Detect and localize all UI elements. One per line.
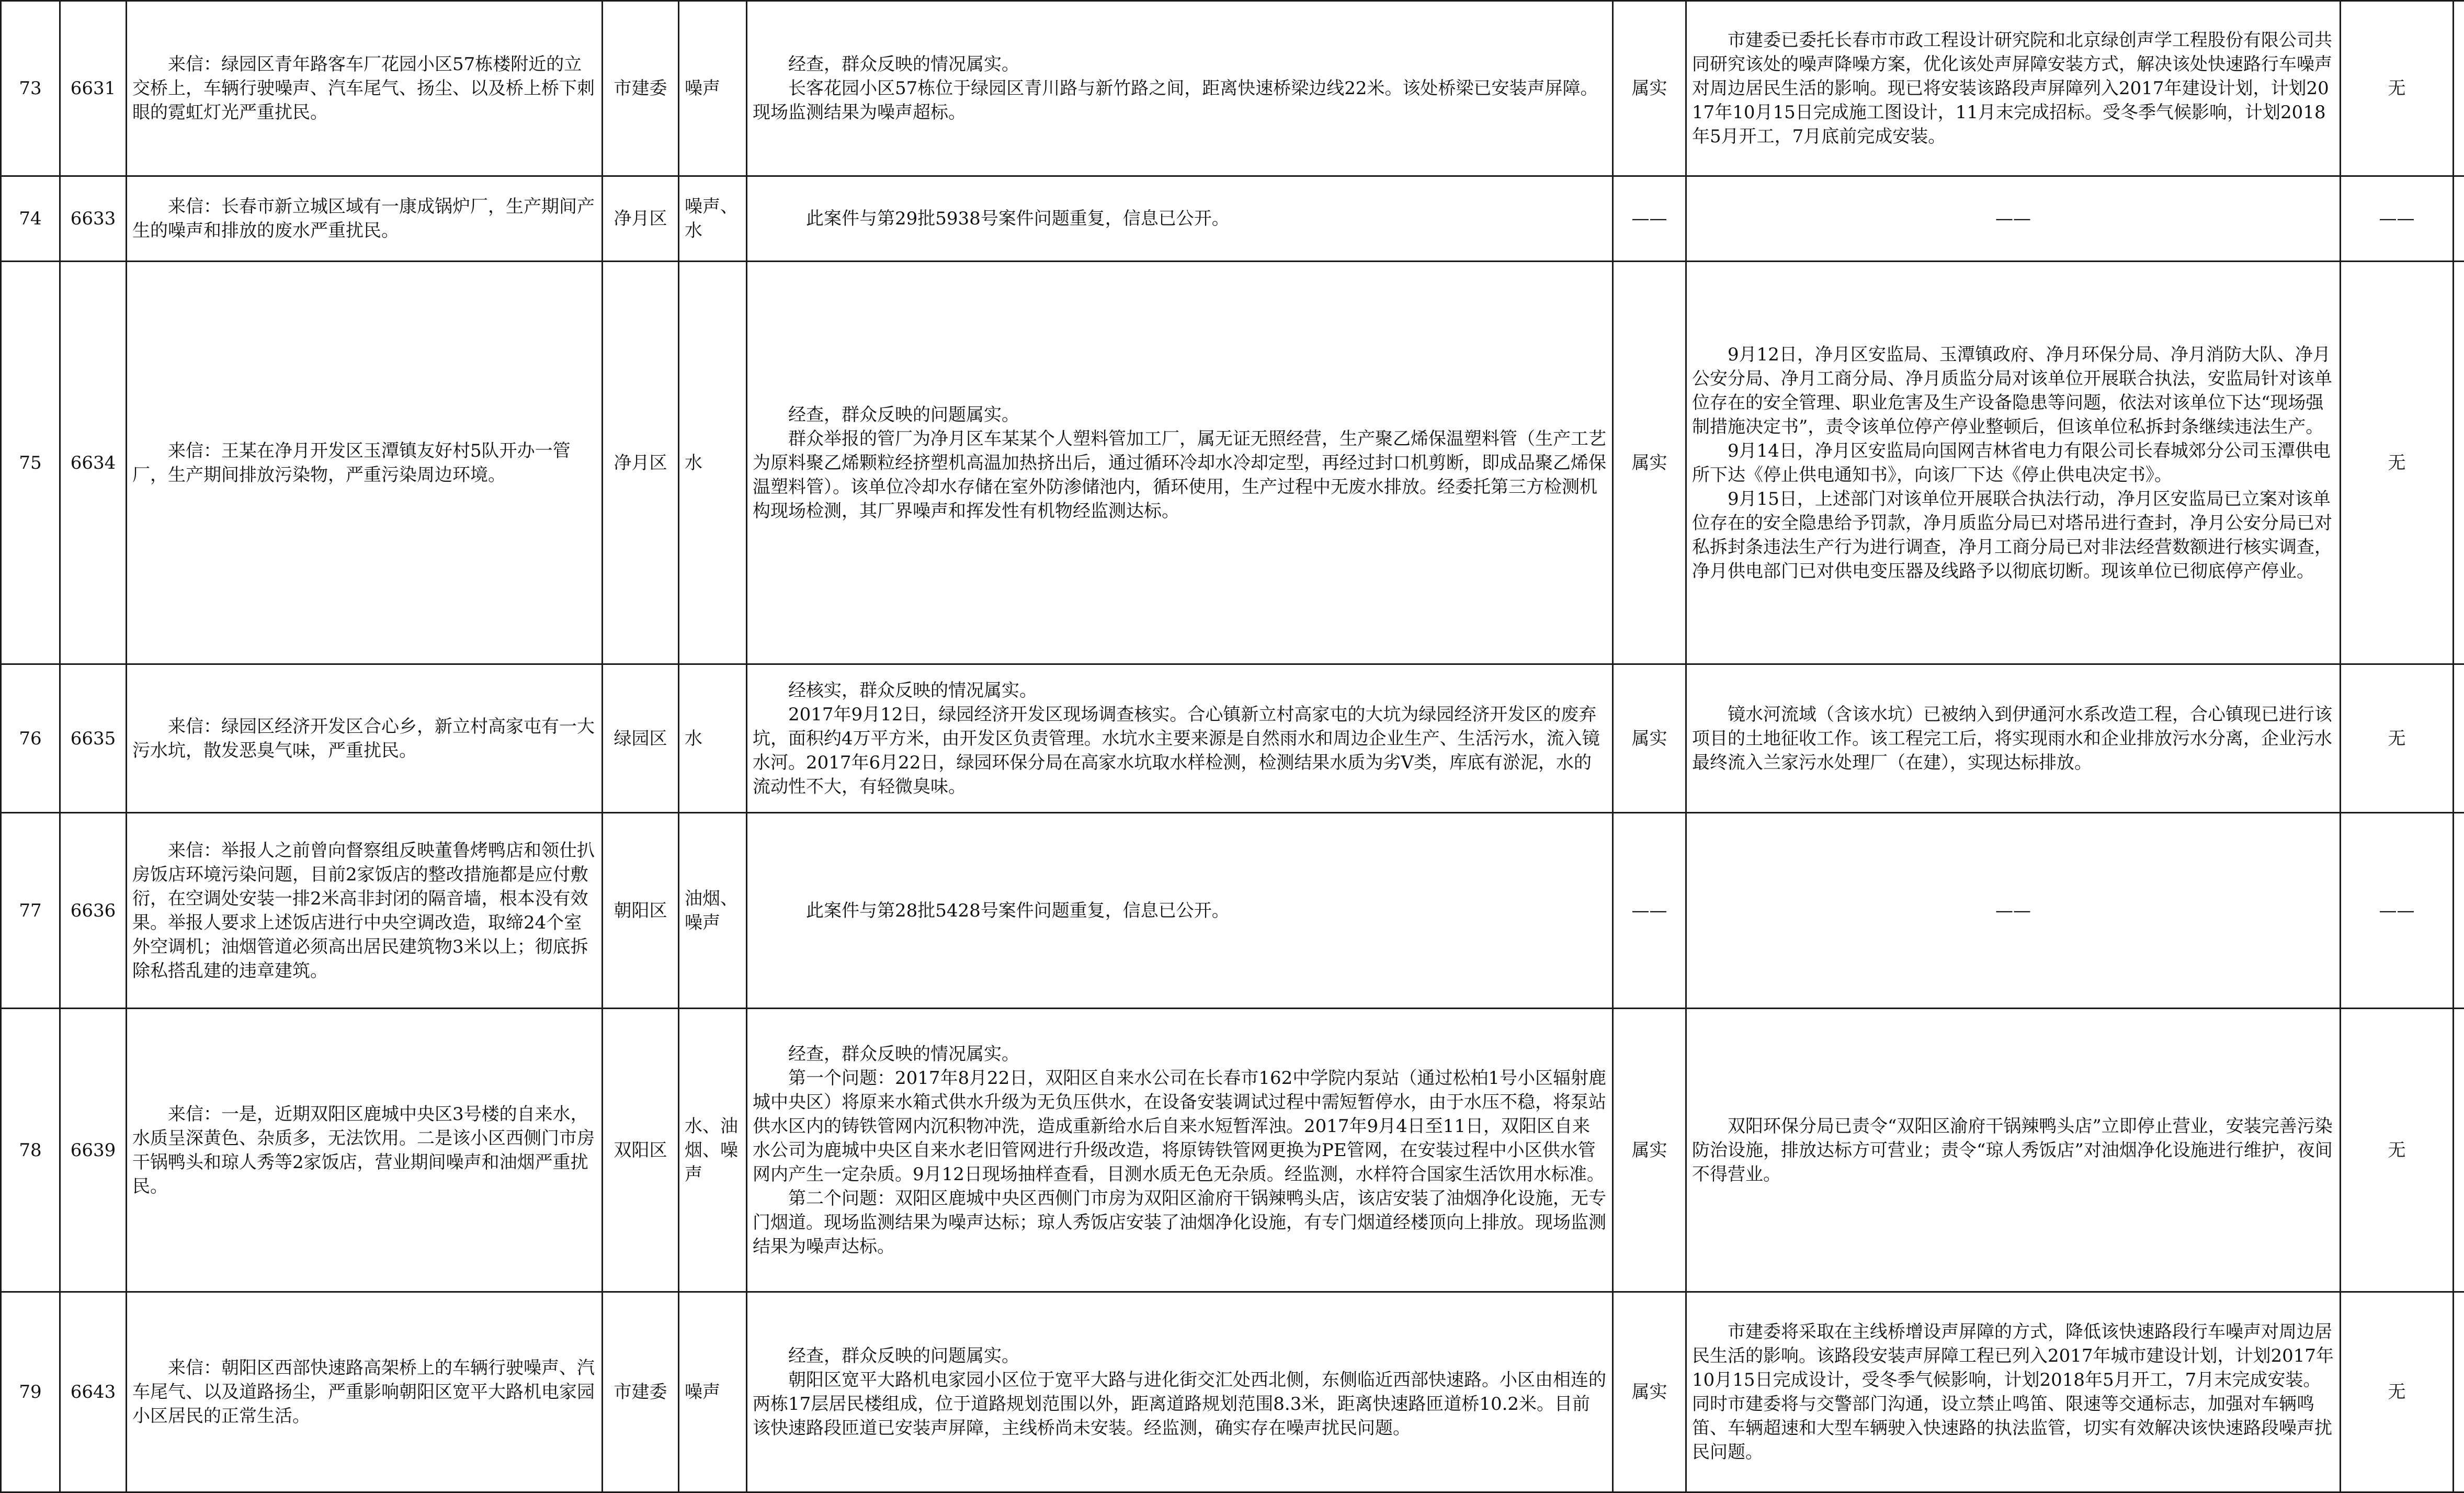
- blank-cell: [2454, 176, 2464, 262]
- case-number: 6636: [60, 813, 127, 1009]
- case-number: 6635: [60, 664, 127, 813]
- responsible-unit: 净月区: [603, 176, 679, 262]
- accountability: 无: [2341, 1, 2454, 176]
- accountability: ——: [2341, 813, 2454, 1009]
- table-row: [1, 664, 2464, 813]
- accountability: 无: [2341, 1009, 2454, 1292]
- investigation-findings: 经查，群众反映的情况属实。 长客花园小区57栋位于绿园区青川路与新竹路之间，距离快速桥梁边线22米。该处桥梁已安装声屏障。现场监测结果为噪声超标。: [747, 1, 1613, 176]
- row-index: 76: [1, 664, 60, 813]
- pollution-type: 噪声: [679, 1, 747, 176]
- responsible-unit: 绿园区: [603, 664, 679, 813]
- verdict: 属实: [1613, 262, 1686, 664]
- pollution-type: 水、油烟、噪声: [679, 1009, 747, 1292]
- table-row: [1, 1, 2464, 176]
- accountability: 无: [2341, 1292, 2454, 1492]
- complaint-text: 来信：长春市新立城区域有一康成锅炉厂，生产期间产生的噪声和排放的废水严重扰民。: [127, 176, 603, 262]
- handling-result: 镜水河流域（含该水坑）已被纳入到伊通河水系改造工程，合心镇现已进行该项目的土地征收工作。该工程完工后，将实现雨水和企业排放污水分离，企业污水最终流入兰家污水处理厂（在建），实现达标排放。: [1686, 664, 2341, 813]
- handling-result: ——: [1686, 176, 2341, 262]
- blank-cell: [2454, 813, 2464, 1009]
- table-row: [1, 262, 2464, 664]
- complaint-text: 来信：王某在净月开发区玉潭镇友好村5队开办一管厂，生产期间排放污染物，严重污染周边环境。: [127, 262, 603, 664]
- case-number: 6634: [60, 262, 127, 664]
- responsible-unit: 市建委: [603, 1, 679, 176]
- pollution-type: 水: [679, 664, 747, 813]
- handling-result: ——: [1686, 813, 2341, 1009]
- complaint-text: 来信：绿园区青年路客车厂花园小区57栋楼附近的立交桥上，车辆行驶噪声、汽车尾气、扬尘、以及桥上桥下刺眼的霓虹灯光严重扰民。: [127, 1, 603, 176]
- verdict: 属实: [1613, 1, 1686, 176]
- case-number: 6639: [60, 1009, 127, 1292]
- case-number: 6633: [60, 176, 127, 262]
- investigation-findings: 经查，群众反映的情况属实。 第一个问题：2017年8月22日，双阳区自来水公司在长春市162中学院内泵站（通过松柏1号小区辐射鹿城中央区）将原来水箱式供水升级为无负压供水，在设备安装调试过程中需短暂停水，由于水压不稳，将泵站供水区内的铸铁管网内沉积物冲洗，造成重新给水后自来水短暂浑浊。2017年9月4日至11日，双阳区自来水公司为鹿城中央区自来水老旧管网进行升级改造，将原铸铁管网更换为PE管网，在安装过程中小区供水管网内产生一定杂质。9月12日现场抽样查看，目测水质无色无杂质。经监测，水样符合国家生活饮用水标准。 第二个问题：双阳区鹿城中央区西侧门市房为双阳区渝府干锅辣鸭头店，该店安装了油烟净化设施，无专门烟道。现场监测结果为噪声达标；琼人秀饭店安装了油烟净化设施，有专门烟道经楼顶向上排放。现场监测结果为噪声达标。: [747, 1009, 1613, 1292]
- handling-result: 双阳环保分局已责令“双阳区渝府干锅辣鸭头店”立即停止营业，安装完善污染防治设施，排放达标方可营业；责令“琼人秀饭店”对油烟净化设施进行维护，夜间不得营业。: [1686, 1009, 2341, 1292]
- investigation-findings: 经查，群众反映的问题属实。 群众举报的管厂为净月区车某某个人塑料管加工厂，属无证无照经营，生产聚乙烯保温塑料管（生产工艺为原料聚乙烯颗粒经挤塑机高温加热挤出后，通过循环冷却水冷却定型，再经过封口机剪断，即成品聚乙烯保温塑料管）。该单位冷却水存储在室外防渗储池内，循环使用，生产过程中无废水排放。经委托第三方检测机构现场检测，其厂界噪声和挥发性有机物经监测达标。: [747, 262, 1613, 664]
- pollution-type: 噪声: [679, 1292, 747, 1492]
- responsible-unit: 市建委: [603, 1292, 679, 1492]
- blank-cell: [2454, 1009, 2464, 1292]
- row-index: 74: [1, 176, 60, 262]
- complaint-text: 来信：举报人之前曾向督察组反映董鲁烤鸭店和领仕扒房饭店环境污染问题，目前2家饭店的整改措施都是应付敷衍，在空调处安装一排2米高非封闭的隔音墙，根本没有效果。举报人要求上述饭店进行中央空调改造，取缔24个室外空调机；油烟管道必须高出居民建筑物3米以上；彻底拆除私搭乱建的违章建筑。: [127, 813, 603, 1009]
- blank-cell: [2454, 262, 2464, 664]
- verdict: 属实: [1613, 1292, 1686, 1492]
- case-number: 6631: [60, 1, 127, 176]
- pollution-type: 水: [679, 262, 747, 664]
- table-row: [1, 176, 2464, 262]
- verdict: ——: [1613, 813, 1686, 1009]
- row-index: 73: [1, 1, 60, 176]
- row-index: 77: [1, 813, 60, 1009]
- handling-result: 9月12日，净月区安监局、玉潭镇政府、净月环保分局、净月消防大队、净月公安分局、净月工商分局、净月质监分局对该单位开展联合执法，安监局针对该单位存在的安全管理、职业危害及生产设备隐患等问题，依法对该单位下达“现场强制措施决定书”，责令该单位停产停业整顿后，但该单位私拆封条继续违法生产。 9月14日，净月区安监局向国网吉林省电力有限公司长春城郊分公司玉潭供电所下达《停止供电通知书》，向该厂下达《停止供电决定书》。 9月15日，上述部门对该单位开展联合执法行动，净月区安监局已立案对该单位存在的安全隐患给予罚款，净月质监分局已对塔吊进行查封，净月公安分局已对私拆封条违法生产行为进行调查，净月工商分局已对非法经营数额进行核实调查，净月供电部门已对供电变压器及线路予以彻底切断。现该单位已彻底停产停业。: [1686, 262, 2341, 664]
- investigation-findings: 经查，群众反映的问题属实。 朝阳区宽平大路机电家园小区位于宽平大路与进化街交汇处西北侧，东侧临近西部快速路。小区由相连的两栋17层居民楼组成，位于道路规划范围以外，距离道路规划范围8.3米，距离快速路匝道桥10.2米。目前该快速路段匝道已安装声屏障，主线桥尚未安装。经监测，确实存在噪声扰民问题。: [747, 1292, 1613, 1492]
- accountability: ——: [2341, 176, 2454, 262]
- verdict: ——: [1613, 176, 1686, 262]
- blank-cell: [2454, 664, 2464, 813]
- complaint-text: 来信：绿园区经济开发区合心乡，新立村高家屯有一大污水坑，散发恶臭气味，严重扰民。: [127, 664, 603, 813]
- row-index: 79: [1, 1292, 60, 1492]
- table-row: [1, 1009, 2464, 1292]
- responsible-unit: 净月区: [603, 262, 679, 664]
- pollution-type: 油烟、噪声: [679, 813, 747, 1009]
- table-row: [1, 1292, 2464, 1492]
- handling-result: 市建委将采取在主线桥增设声屏障的方式，降低该快速路段行车噪声对周边居民生活的影响。该路段安装声屏障工程已列入2017年城市建设计划，计划2017年10月15日完成设计，受冬季气候影响，计划2018年5月开工，7月末完成安装。同时市建委将与交警部门沟通，设立禁止鸣笛、限速等交通标志，加强对车辆鸣笛、车辆超速和大型车辆驶入快速路的执法监管，切实有效解决该快速路段噪声扰民问题。: [1686, 1292, 2341, 1492]
- verdict: 属实: [1613, 664, 1686, 813]
- table-row: [1, 813, 2464, 1009]
- responsible-unit: 双阳区: [603, 1009, 679, 1292]
- row-index: 75: [1, 262, 60, 664]
- investigation-findings: 此案件与第28批5428号案件问题重复，信息已公开。: [747, 813, 1613, 1009]
- row-index: 78: [1, 1009, 60, 1292]
- blank-cell: [2454, 1292, 2464, 1492]
- blank-cell: [2454, 1, 2464, 176]
- accountability: 无: [2341, 664, 2454, 813]
- verdict: 属实: [1613, 1009, 1686, 1292]
- responsible-unit: 朝阳区: [603, 813, 679, 1009]
- complaint-text: 来信：朝阳区西部快速路高架桥上的车辆行驶噪声、汽车尾气、以及道路扬尘，严重影响朝阳区宽平大路机电家园小区居民的正常生活。: [127, 1292, 603, 1492]
- handling-result: 市建委已委托长春市市政工程设计研究院和北京绿创声学工程股份有限公司共同研究该处的噪声降噪方案，优化该处声屏障安装方式，解决该处快速路行车噪声对周边居民生活的影响。现已将安装该路段声屏障列入2017年建设计划，计划2017年10月15日完成施工图设计，11月末完成招标。受冬季气候影响，计划2018年5月开工，7月底前完成安装。: [1686, 1, 2341, 176]
- case-number: 6643: [60, 1292, 127, 1492]
- accountability: 无: [2341, 262, 2454, 664]
- pollution-type: 噪声、水: [679, 176, 747, 262]
- complaint-text: 来信：一是，近期双阳区鹿城中央区3号楼的自来水，水质呈深黄色、杂质多，无法饮用。二是该小区西侧门市房干锅鸭头和琼人秀等2家饭店，营业期间噪声和油烟严重扰民。: [127, 1009, 603, 1292]
- investigation-findings: 此案件与第29批5938号案件问题重复，信息已公开。: [747, 176, 1613, 262]
- investigation-findings: 经核实，群众反映的情况属实。 2017年9月12日，绿园经济开发区现场调查核实。合心镇新立村高家屯的大坑为绿园经济开发区的废弃坑，面积约4万平方米，由开发区负责管理。水坑水主要来源是自然雨水和周边企业生产、生活污水，流入镜水河。2017年6月22日，绿园环保分局在高家水坑取水样检测，检测结果水质为劣Ⅴ类，库底有淤泥，水的流动性不大，有轻微臭味。: [747, 664, 1613, 813]
